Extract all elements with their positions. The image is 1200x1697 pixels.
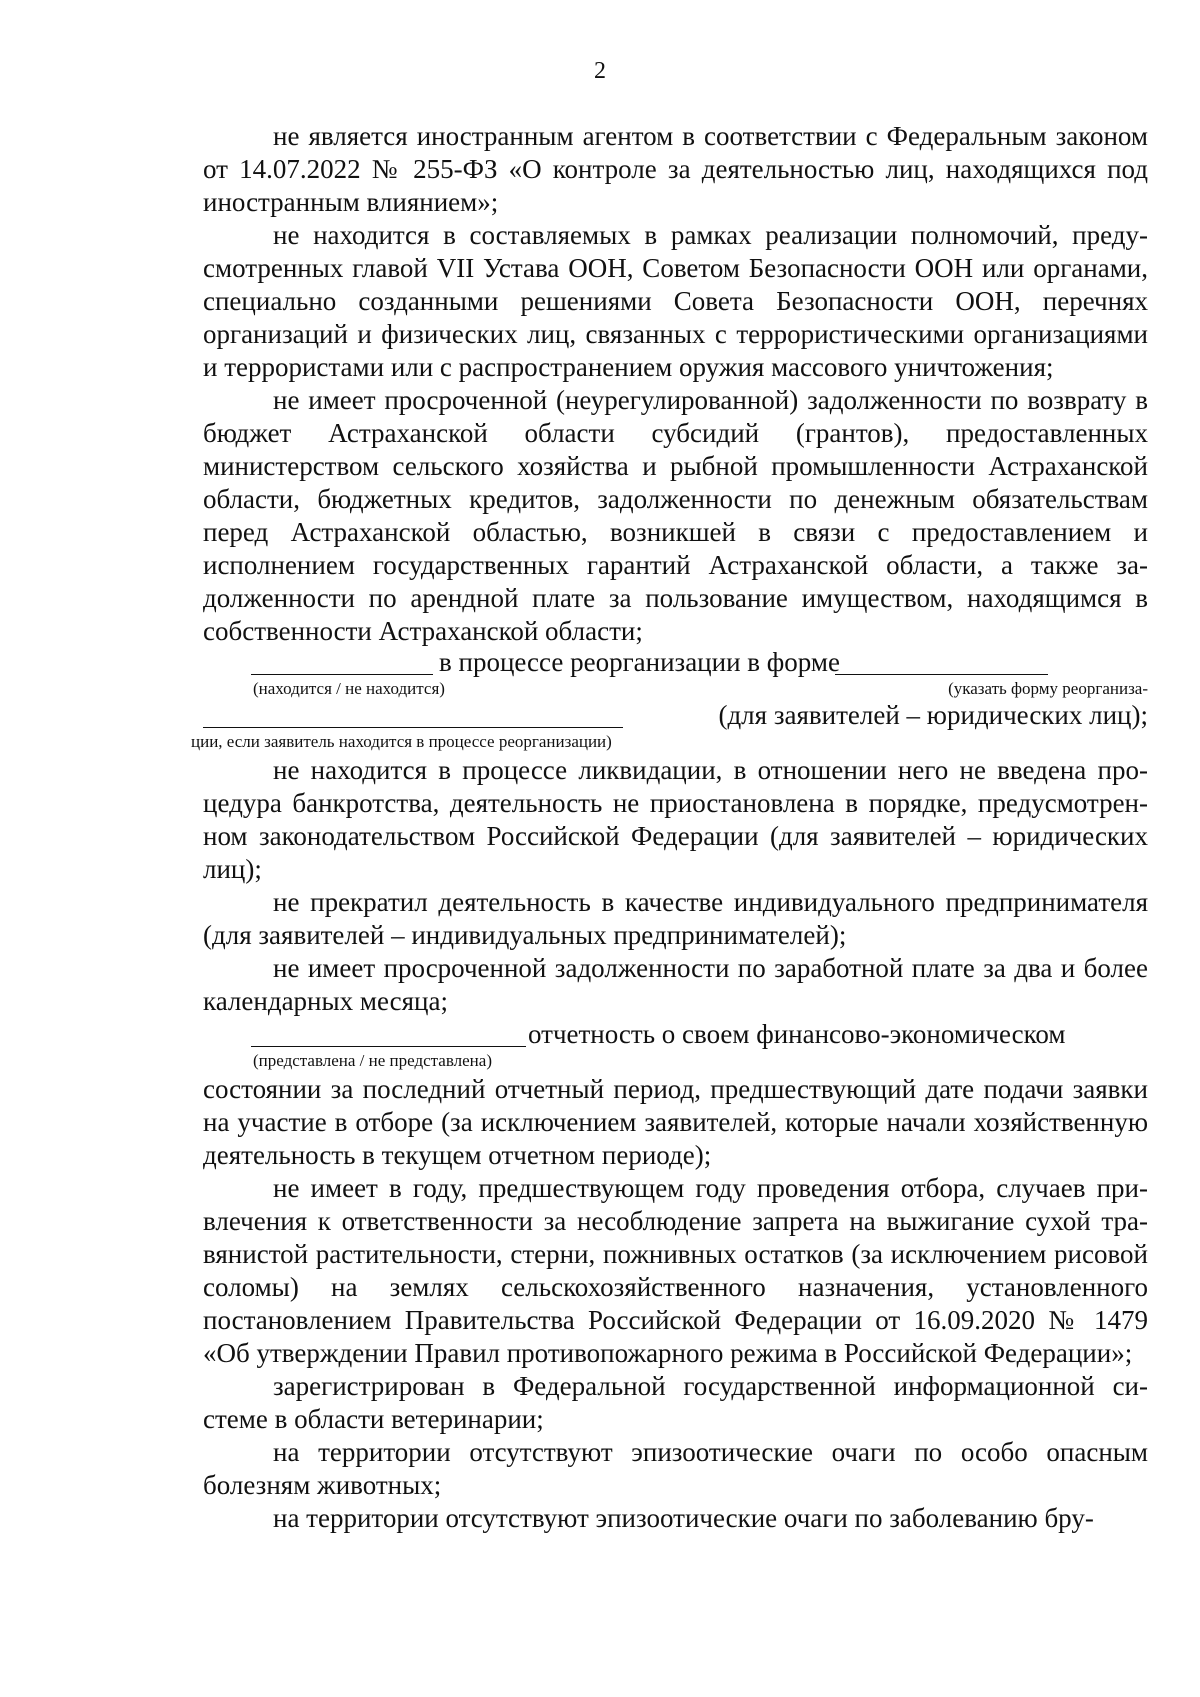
reorganization-status-blank <box>251 648 433 675</box>
paragraph-un-lists: не находится в составляемых в рамках реализации полномочий, предусмотренных главой VII Устава ООН, Советом Безопасности ООН или органами, специально созданными решениями Совета Безопасности ООН, перечнях организаций и физических лиц, связанных с террористическими организациями и террористами или с распространением оружия массового уничтожения; <box>203 220 1148 382</box>
caption-report-status: (представлена / не представлена) <box>253 1051 492 1070</box>
paragraph-report-continuation: состоянии за последний отчетный период, предшествующий дате подачи заявки на участие в отборе (за исключением заявителей, которые начали хозяйственную деятельность в текущем отчетном периоде); <box>203 1074 1148 1170</box>
reorganization-text: в процессе реорганизации в форме <box>439 647 840 677</box>
paragraph-no-brucellosis-foci: на территории отсутствуют эпизоотические очаги по заболеванию бру- <box>273 1503 1094 1533</box>
paragraph-foreign-agent: не является иностранным агентом в соответствии с Федеральным законом от 14.07.2022 № 255-ФЗ «О контроле за деятельностью лиц, находящихся под иностранным влиянием»; <box>203 121 1148 217</box>
report-text: отчетность о своем финансово-экономическом <box>528 1019 1066 1049</box>
document-body <box>191 120 1148 1535</box>
reorganization-form-blank <box>835 648 1048 675</box>
reorganization-line-2 <box>203 701 1148 730</box>
caption-reorg-continued: ции, если заявитель находится в процессе реорганизации) <box>191 732 612 751</box>
reorganization-line <box>203 648 1148 677</box>
report-status-blank <box>251 1020 526 1047</box>
paragraph-no-burning-violations: не имеет в году, предшествующем году проведения отбора, случаев привлечения к ответственности за несоблюдение запрета на выжигание сухой травянистой растительности, стерни, пожнивных остатков (за исключением рисовой соломы) на землях сельскохозяйственного назначения, установленного постановлением Правительства Российской Федерации от 16.09.2020 № 1479 «Об утверждении Правил противопожарного режима в Российской Федерации»; <box>203 1173 1148 1368</box>
reorganization-form-blank-2 <box>203 701 623 728</box>
paragraph-individual-entrepreneur: не прекратил деятельность в качестве индивидуального предпринимателя (для заявителей – индивидуальных предпринимателей); <box>203 887 1148 950</box>
report-line <box>203 1020 1148 1049</box>
report-caption-row <box>203 1049 1148 1073</box>
reorganization-legal-entities-text: (для заявителей – юридических лиц); <box>718 700 1148 730</box>
caption-status: (находится / не находится) <box>253 679 445 698</box>
reorganization-caption-bottom-row <box>191 730 1148 754</box>
paragraph-no-salary-debt: не имеет просроченной задолженности по заработной плате за два и более календарных месяца; <box>203 953 1148 1016</box>
caption-reorg-form: (указать форму реорганиза- <box>948 679 1148 698</box>
paragraph-no-dangerous-disease-foci: на территории отсутствуют эпизоотические очаги по особо опасным болезням животных; <box>203 1437 1148 1500</box>
page-number: 2 <box>594 58 606 84</box>
paragraph-no-liquidation: не находится в процессе ликвидации, в отношении него не введена процедура банкротства, деятельность не приостановлена в порядке, предусмотренном законодательством Российской Федерации (для заявителей – юридических лиц); <box>203 755 1148 884</box>
reorganization-captions <box>203 677 1148 701</box>
paragraph-registered-vet-system: зарегистрирован в Федеральной государственной информационной системе в области ветеринарии; <box>203 1371 1148 1434</box>
paragraph-no-overdue-debt: не имеет просроченной (неурегулированной) задолженности по возврату в бюджет Астраханской области субсидий (грантов), предоставленных министерством сельского хозяйства и рыбной промышленности Астраханской области, бюджетных кредитов, задолженности по денежным обязательствам перед Астраханской областью, возникшей в связи с предоставлением и исполнением государственных гарантий Астраханской области, а также задолженности по арендной плате за пользование имуществом, находящимся в собственности Астраханской области; <box>203 385 1148 646</box>
